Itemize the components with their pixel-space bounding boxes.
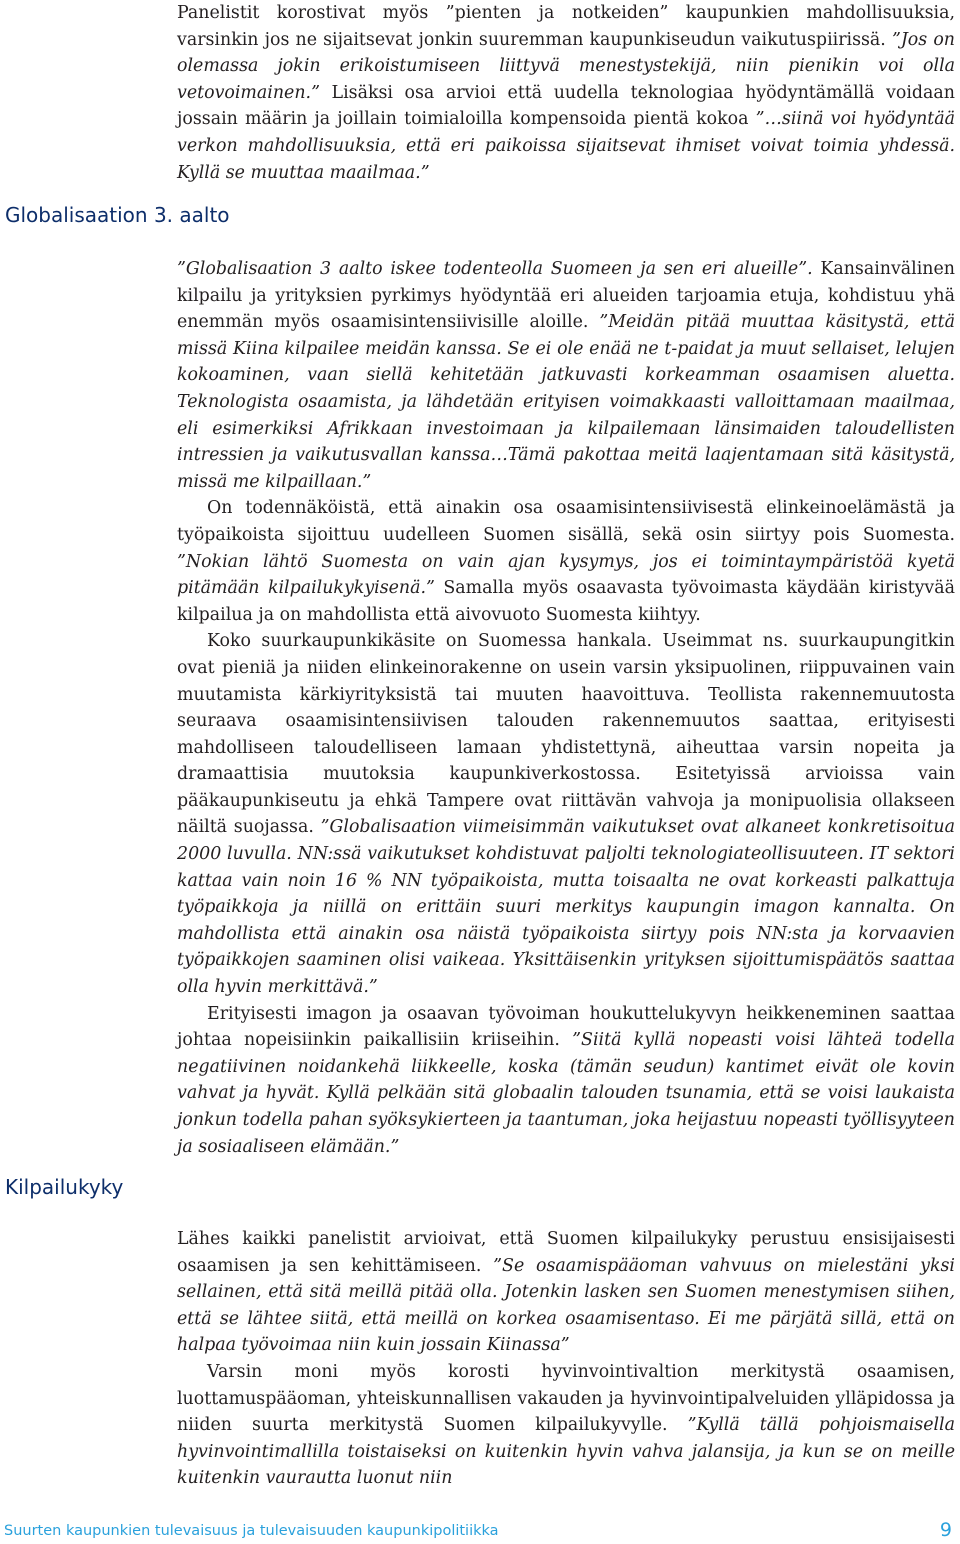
paragraph-text: On todennäköistä, että ainakin osa osaamisintensiivisestä elinkeinoelämästä ja työpaikoista sijoittuu uudelleen Suomen sisällä, sekä osin siirtyy pois Suomesta. <box>177 498 955 545</box>
interview-quote: ”Meidän pitää muuttaa käsitystä, että missä Kiina kilpailee meidän kanssa. Se ei ole enää ne t-paidat ja muut sellaiset, lelujen kokoaminen, vaan siellä kehitetään jatkuvasti korkeamman osaamisen aluetta. Teknologista osaamista, ja lähdetään erityisen voimakkaasti valloittamaan maailmaa, eli esimerkiksi Afrikkaan investoimaan ja kilpailemaan länsimaiden taloudellisten intressien ja vaikutusvallan kanssa…Tämä pakottaa meitä laajentamaan sitä käsitystä, missä me kilpaillaan.” <box>177 312 956 492</box>
competitiveness-section <box>177 1226 955 1492</box>
intro-block <box>177 0 955 186</box>
paragraph-text: Lisäksi osa arvioi että uudella teknologiaa hyödyntämällä voidaan jossain määrin ja joillain toimialoilla kompensoida pientä kokoa <box>177 82 955 130</box>
intro-paragraph <box>177 0 955 186</box>
interview-quote: ”Kyllä tällä pohjoismaisella hyvinvointimallilla toistaiseksi on kuitenkin hyvin vahva jalansija, ja kun se on meille kuitenkin vaurautta luonut niin <box>177 1415 955 1489</box>
interview-quote: ”Globalisaation viimeisimmän vaikutukset ovat alkaneet konkretisoitua 2000 luvulla. NN:ssä vaikutukset kohdistuvat paljolti teknologiateollisuuteen. IT sektori kattaa vain noin 16 % NN työpaikoista, mutta toisaalta ne ovat korkeasti palkattuja työpaikkoja ja niillä on erittäin suuri merkitys kaupungin imagon kannalta. On mahdollista että ainakin osa näistä työpaikoista siirtyy pois NN:sta ja korvaavien työpaikkojen saaminen olisi vaikeaa. Yksittäisenkin yrityksen sijoittumispäätös saattaa olla hyvin merkittävä.” <box>177 817 955 998</box>
interview-quote: ”Jos on olemassa jokin erikoistumiseen liittyvä menestystekijä, niin pienikin voi olla vetovoimainen.” <box>177 29 955 103</box>
page-number: 9 <box>939 1519 952 1541</box>
interview-quote: ”Nokian lähtö Suomesta on vain ajan kysymys, jos ei toimintaympäristöä kyetä pitämään kilpailukykyisenä.” <box>177 551 955 599</box>
paragraph-text: Erityisesti imagon ja osaavan työvoiman houkuttelukyvyn heikkeneminen saattaa johtaa nopeisiinkin paikallisiin kriiseihin. <box>177 1003 955 1051</box>
paragraph-text: Samalla myös osaavasta työvoimasta käydään kiristyvää kilpailua ja on mahdollista että aivovuoto Suomesta kiihtyy. <box>177 578 955 625</box>
section-heading-globalisation: Globalisaation 3. aalto <box>5 203 230 227</box>
globalisation-paragraph-2 <box>177 495 955 628</box>
interview-quote: ”Siitä kyllä nopeasti voisi lähteä todella negatiivinen noidankehä liikkeelle, koska (tämän seudun) kantimet eivät ole kovin vahvat ja hyvät. Kyllä pelkään sitä globaalin talouden tsunamia, että se voisi laukaista jonkun todella pahan syöksykierteen ja taantuman, joka heijastuu nopeasti työllisyyteen ja sosiaaliseen elämään.” <box>177 1030 955 1157</box>
competitiveness-paragraph-2 <box>177 1359 955 1492</box>
paragraph-text: Kansainvälinen kilpailu ja yrityksien pyrkimys hyödyntää eri alueiden tarjoamia etuja, kohdistuu yhä enemmän myös osaamisintensiivisille aloille. <box>177 259 955 333</box>
paragraph-text: Varsin moni myös korosti hyvinvointivaltion merkitystä osaamisen, luottamuspääoman, yhteiskunnallisen vakauden ja hyvinvointipalveluiden ylläpidossa ja niiden suurta merkitystä Suomen kilpailukyvylle. <box>177 1361 955 1436</box>
globalisation-paragraph-1 <box>177 256 955 495</box>
paragraph-text: Lähes kaikki panelistit arvioivat, että Suomen kilpailukyky perustuu ensisijaisesti osaamisen ja sen kehittämiseen. <box>177 1229 955 1276</box>
section-heading-competitiveness: Kilpailukyky <box>5 1175 124 1199</box>
paragraph-text: Panelistit korostivat myös ”pienten ja notkeiden” kaupunkien mahdollisuuksia, varsinkin jos ne sijaitsevat jonkin suuremman kaupunkiseudun vaikutuspiirissä. <box>177 3 955 50</box>
globalisation-section <box>177 256 955 1160</box>
globalisation-paragraph-4 <box>177 1001 955 1161</box>
paragraph-text: Koko suurkaupunkikäsite on Suomessa hankala. Useimmat ns. suurkaupungitkin ovat pieniä ja niiden elinkeinorakenne on usein varsin yksipuolinen, riippuvainen vain muutamista kärkiyrityksistä tai muuten haavoittuva. Teollista rakennemuutosta seuraava osaamisintensiivisen talouden rakennemuutos saattaa, erityisesti mahdolliseen taloudelliseen lamaan yhdistettynä, aiheuttaa varsin nopeita ja dramaattisia muutoksia kaupunkiverkostossa. Esitetyissä arvioissa vain pääkaupunkiseutu ja ehkä Tampere ovat riittävän vahvoja ja monipuolisia ollakseen näiltä suojassa. <box>177 631 955 838</box>
globalisation-paragraph-3 <box>177 628 955 1000</box>
interview-quote: ”Globalisaation 3 aalto iskee todenteolla Suomeen ja sen eri alueille”. <box>177 259 813 279</box>
footer-publication-title: Suurten kaupunkien tulevaisuus ja tulevaisuuden kaupunkipolitiikka <box>4 1523 499 1539</box>
competitiveness-paragraph-1 <box>177 1226 955 1359</box>
interview-quote: ”…siinä voi hyödyntää verkon mahdollisuuksia, että eri paikoissa sijaitsevat ihmiset voivat toimia yhdessä. Kyllä se muuttaa maailmaa.” <box>177 109 955 183</box>
interview-quote: ”Se osaamispääoman vahvuus on mielestäni yksi sellainen, että sitä meillä pitää olla. Jotenkin lasken sen Suomen menestymisen siihen, että se lähtee siitä, että meillä on korkea osaamisentaso. Ei me pärjätä sillä, että on halpaa työvoimaa niin kuin jossain Kiinassa” <box>177 1255 955 1356</box>
